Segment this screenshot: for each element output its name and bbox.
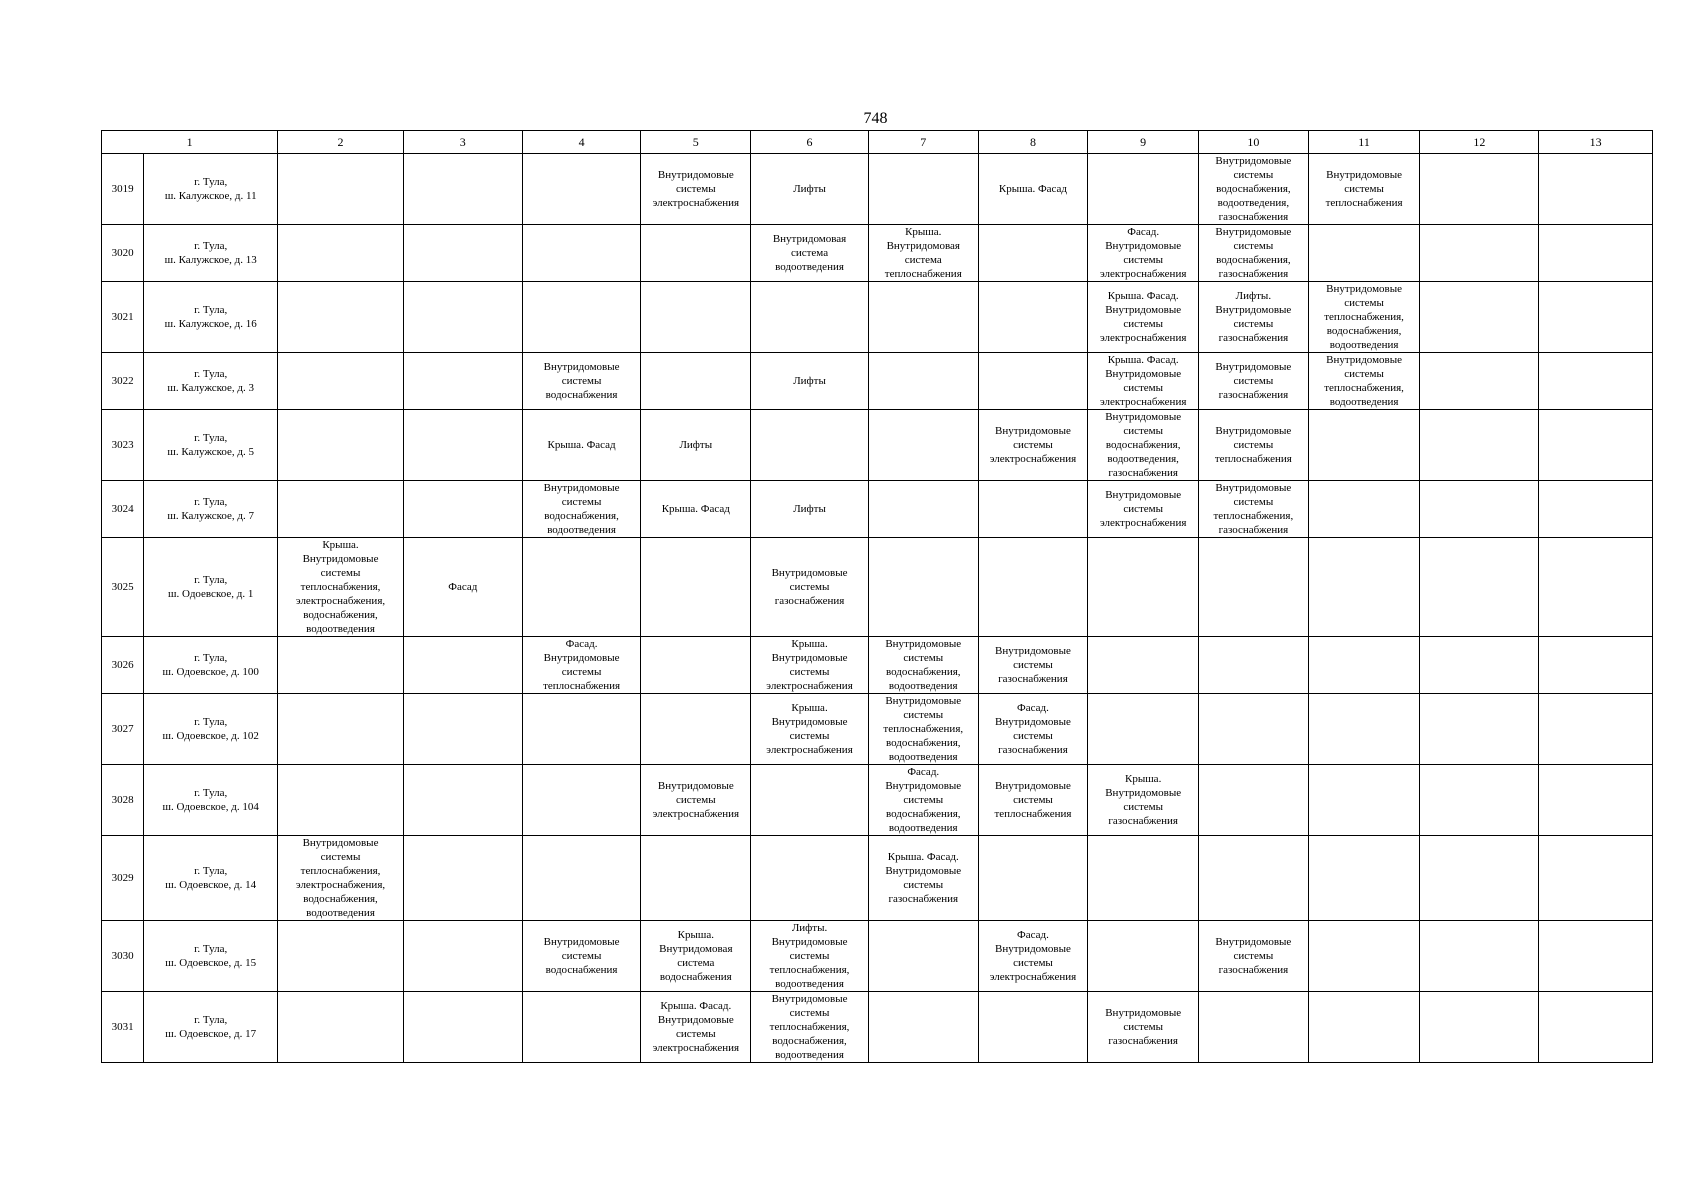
work-cell-col-12	[1420, 992, 1539, 1063]
work-cell-col-6	[751, 225, 869, 282]
work-text: Внутридомовые системы теплоснабжения, водоснабжения, водоотведения	[769, 993, 850, 1061]
work-cell-col-7	[868, 992, 978, 1063]
address-cell	[144, 410, 278, 481]
work-cell-col-4	[522, 765, 641, 836]
work-cell-col-6	[751, 637, 869, 694]
work-cell-col-5	[641, 921, 751, 992]
row-number: 3028	[102, 765, 144, 836]
column-header-11: 11	[1308, 131, 1420, 154]
table-row	[102, 538, 1653, 637]
column-header-1: 1	[102, 131, 278, 154]
address-text: г. Тула, ш. Одоевское, д. 102	[162, 716, 259, 742]
work-text: Внутридомовые системы теплоснабжения	[994, 780, 1072, 820]
work-cell-col-12	[1420, 282, 1539, 353]
work-cell-col-11	[1308, 992, 1420, 1063]
work-cell-col-5	[641, 765, 751, 836]
work-text: Внутридомовые системы водоснабжения	[543, 361, 620, 401]
work-cell-col-7	[868, 921, 978, 992]
work-cell-col-13	[1539, 225, 1653, 282]
column-header-10: 10	[1199, 131, 1309, 154]
table-row	[102, 353, 1653, 410]
work-text: Внутридомовые системы газоснабжения	[995, 645, 1071, 685]
work-text: Лифты	[679, 439, 713, 451]
work-cell-col-7	[868, 154, 978, 225]
address-cell	[144, 481, 278, 538]
work-cell-col-13	[1539, 282, 1653, 353]
work-cell-col-8	[978, 538, 1088, 637]
work-cell-col-8	[978, 921, 1088, 992]
work-cell-col-13	[1539, 836, 1653, 921]
work-cell-col-5	[641, 353, 751, 410]
work-text: Внутридомовые системы электроснабжения	[652, 780, 740, 820]
table-row	[102, 154, 1653, 225]
work-cell-col-6	[751, 921, 869, 992]
table-row	[102, 410, 1653, 481]
address-text: г. Тула, ш. Калужское, д. 11	[164, 176, 257, 202]
work-cell-col-10	[1199, 694, 1309, 765]
table-row	[102, 481, 1653, 538]
work-cell-col-8	[978, 410, 1088, 481]
row-number: 3025	[102, 538, 144, 637]
work-text: Лифты	[793, 503, 826, 515]
work-cell-col-8	[978, 353, 1088, 410]
work-text: Внутридомовые системы теплоснабжения, газоснабжения	[1213, 482, 1294, 536]
work-cell-col-9	[1088, 694, 1199, 765]
work-cell-col-4	[522, 353, 641, 410]
work-text: Крыша. Фасад. Внутридомовые системы электроснабжения	[1099, 290, 1187, 344]
work-cell-col-10	[1199, 637, 1309, 694]
work-cell-col-6	[751, 154, 869, 225]
work-cell-col-6	[751, 694, 869, 765]
work-cell-col-3	[403, 154, 522, 225]
row-number: 3020	[102, 225, 144, 282]
work-cell-col-11	[1308, 765, 1420, 836]
address-cell	[144, 992, 278, 1063]
address-text: г. Тула, ш. Одоевское, д. 14	[165, 865, 257, 891]
work-text: Крыша. Внутридомовые системы электроснабжения	[766, 702, 853, 756]
work-cell-col-11	[1308, 836, 1420, 921]
work-cell-col-9	[1088, 225, 1199, 282]
work-cell-col-7	[868, 765, 978, 836]
work-cell-col-9	[1088, 154, 1199, 225]
address-text: г. Тула, ш. Калужское, д. 5	[167, 432, 255, 458]
work-text: Внутридомовые системы водоснабжения, водоотведения, газоснабжения	[1215, 155, 1292, 223]
work-cell-col-2	[278, 694, 404, 765]
work-cell-col-6	[751, 282, 869, 353]
work-cell-col-9	[1088, 282, 1199, 353]
work-cell-col-10	[1199, 353, 1309, 410]
work-cell-col-3	[403, 481, 522, 538]
work-cell-col-10	[1199, 992, 1309, 1063]
work-cell-col-11	[1308, 694, 1420, 765]
work-cell-col-12	[1420, 353, 1539, 410]
work-text: Крыша. Внутридомовые системы теплоснабжения, электроснабжения, водоснабжения, водоотведения	[295, 539, 386, 635]
work-cell-col-4	[522, 637, 641, 694]
work-cell-col-7	[868, 637, 978, 694]
work-cell-col-12	[1420, 225, 1539, 282]
work-cell-col-11	[1308, 353, 1420, 410]
work-text: Внутридомовые системы электроснабжения	[652, 169, 740, 209]
work-cell-col-3	[403, 282, 522, 353]
repair-schedule-table	[101, 130, 1653, 1063]
row-number: 3027	[102, 694, 144, 765]
work-cell-col-9	[1088, 765, 1199, 836]
work-cell-col-8	[978, 225, 1088, 282]
work-text: Внутридомовые системы газоснабжения	[1105, 1007, 1182, 1047]
work-cell-col-11	[1308, 225, 1420, 282]
work-cell-col-10	[1199, 836, 1309, 921]
row-number: 3021	[102, 282, 144, 353]
work-cell-col-12	[1420, 481, 1539, 538]
work-cell-col-12	[1420, 765, 1539, 836]
address-cell	[144, 637, 278, 694]
work-cell-col-3	[403, 410, 522, 481]
column-header-5: 5	[641, 131, 751, 154]
work-text: Фасад. Внутридомовые системы теплоснабжения	[543, 638, 621, 692]
work-text: Лифты. Внутридомовые системы газоснабжения	[1215, 290, 1292, 344]
work-text: Внутридомовые системы газоснабжения	[771, 567, 848, 607]
address-text: г. Тула, ш. Одоевское, д. 104	[162, 787, 259, 813]
work-cell-col-4	[522, 154, 641, 225]
work-text: Внутридомовые системы водоснабжения, водоотведения	[543, 482, 620, 536]
table-row	[102, 282, 1653, 353]
row-number: 3022	[102, 353, 144, 410]
column-header-3: 3	[403, 131, 522, 154]
work-cell-col-10	[1199, 921, 1309, 992]
work-cell-col-6	[751, 481, 869, 538]
work-cell-col-8	[978, 992, 1088, 1063]
work-cell-col-3	[403, 637, 522, 694]
work-text: Крыша. Фасад	[661, 503, 730, 515]
work-cell-col-12	[1420, 637, 1539, 694]
work-cell-col-4	[522, 538, 641, 637]
column-header-8: 8	[978, 131, 1088, 154]
work-cell-col-2	[278, 921, 404, 992]
work-cell-col-5	[641, 538, 751, 637]
work-cell-col-7	[868, 481, 978, 538]
work-cell-col-13	[1539, 481, 1653, 538]
work-cell-col-7	[868, 694, 978, 765]
work-text: Внутридомовые системы теплоснабжения	[1325, 169, 1403, 209]
work-text: Лифты. Внутридомовые системы теплоснабжения, водоотведения	[769, 922, 850, 990]
work-cell-col-2	[278, 836, 404, 921]
work-text: Внутридомовые системы водоснабжения, водоотведения, газоснабжения	[1105, 411, 1182, 479]
column-header-2: 2	[278, 131, 404, 154]
work-cell-col-2	[278, 765, 404, 836]
work-cell-col-3	[403, 836, 522, 921]
work-text: Крыша. Фасад. Внутридомовые системы электроснабжения	[1099, 354, 1187, 408]
work-cell-col-5	[641, 992, 751, 1063]
row-number: 3029	[102, 836, 144, 921]
work-cell-col-4	[522, 992, 641, 1063]
work-cell-col-8	[978, 836, 1088, 921]
work-cell-col-4	[522, 836, 641, 921]
address-text: г. Тула, ш. Одоевское, д. 1	[168, 574, 254, 600]
work-text: Внутридомовые системы теплоснабжения, водоснабжения, водоотведения	[1324, 283, 1404, 351]
work-cell-col-6	[751, 410, 869, 481]
work-cell-col-13	[1539, 538, 1653, 637]
work-cell-col-7	[868, 538, 978, 637]
work-cell-col-3	[403, 694, 522, 765]
table-row	[102, 836, 1653, 921]
page-number: 748	[863, 110, 888, 127]
table-row	[102, 921, 1653, 992]
work-cell-col-4	[522, 481, 641, 538]
work-text: Крыша. Внутридомовые системы электроснабжения	[766, 638, 853, 692]
address-text: г. Тула, ш. Одоевское, д. 17	[165, 1014, 257, 1040]
work-cell-col-8	[978, 154, 1088, 225]
work-cell-col-4	[522, 410, 641, 481]
address-cell	[144, 282, 278, 353]
work-cell-col-11	[1308, 637, 1420, 694]
work-text: Крыша. Внутридомовые системы газоснабжения	[1105, 773, 1182, 827]
work-cell-col-2	[278, 282, 404, 353]
work-cell-col-12	[1420, 836, 1539, 921]
work-cell-col-3	[403, 225, 522, 282]
work-text: Внутридомовые системы теплоснабжения, электроснабжения, водоснабжения, водоотведения	[295, 837, 386, 919]
work-cell-col-12	[1420, 538, 1539, 637]
work-cell-col-11	[1308, 282, 1420, 353]
column-header-9: 9	[1088, 131, 1199, 154]
work-cell-col-13	[1539, 637, 1653, 694]
row-number: 3019	[102, 154, 144, 225]
work-cell-col-8	[978, 694, 1088, 765]
work-cell-col-2	[278, 353, 404, 410]
work-cell-col-13	[1539, 694, 1653, 765]
work-text: Крыша. Внутридомовая система теплоснабжения	[884, 226, 962, 280]
table-row	[102, 637, 1653, 694]
work-cell-col-3	[403, 353, 522, 410]
column-header-13: 13	[1539, 131, 1653, 154]
work-text: Внутридомовые системы водоснабжения, водоотведения	[885, 638, 962, 692]
work-cell-col-7	[868, 410, 978, 481]
work-text: Внутридомовые системы электроснабжения	[1099, 489, 1187, 529]
work-cell-col-11	[1308, 154, 1420, 225]
work-cell-col-4	[522, 694, 641, 765]
work-cell-col-7	[868, 353, 978, 410]
work-cell-col-12	[1420, 154, 1539, 225]
work-text: Внутридомовые системы газоснабжения	[1215, 936, 1292, 976]
work-cell-col-2	[278, 481, 404, 538]
work-cell-col-2	[278, 992, 404, 1063]
work-cell-col-5	[641, 282, 751, 353]
work-cell-col-12	[1420, 694, 1539, 765]
address-text: г. Тула, ш. Одоевское, д. 15	[165, 943, 257, 969]
work-cell-col-5	[641, 694, 751, 765]
work-text: Внутридомовые системы электроснабжения	[989, 425, 1077, 465]
work-cell-col-8	[978, 481, 1088, 538]
work-cell-col-8	[978, 282, 1088, 353]
work-cell-col-11	[1308, 538, 1420, 637]
work-cell-col-13	[1539, 765, 1653, 836]
work-cell-col-6	[751, 353, 869, 410]
work-cell-col-9	[1088, 481, 1199, 538]
work-cell-col-3	[403, 921, 522, 992]
work-cell-col-2	[278, 538, 404, 637]
work-cell-col-10	[1199, 154, 1309, 225]
address-text: г. Тула, ш. Калужское, д. 13	[164, 240, 257, 266]
work-text: Крыша. Фасад. Внутридомовые системы электроснабжения	[652, 1000, 740, 1054]
work-cell-col-11	[1308, 481, 1420, 538]
column-header-6: 6	[751, 131, 869, 154]
address-text: г. Тула, ш. Одоевское, д. 100	[162, 652, 259, 678]
work-cell-col-12	[1420, 410, 1539, 481]
work-cell-col-8	[978, 765, 1088, 836]
work-cell-col-2	[278, 225, 404, 282]
work-cell-col-9	[1088, 992, 1199, 1063]
work-cell-col-2	[278, 637, 404, 694]
work-cell-col-10	[1199, 538, 1309, 637]
work-cell-col-13	[1539, 921, 1653, 992]
work-cell-col-7	[868, 836, 978, 921]
work-cell-col-13	[1539, 410, 1653, 481]
work-cell-col-6	[751, 836, 869, 921]
work-cell-col-2	[278, 410, 404, 481]
work-cell-col-3	[403, 538, 522, 637]
work-text: Внутридомовые системы теплоснабжения, водоснабжения, водоотведения	[883, 695, 964, 763]
work-text: Внутридомовые системы газоснабжения	[1215, 361, 1292, 401]
row-number: 3023	[102, 410, 144, 481]
table-row	[102, 765, 1653, 836]
row-number: 3024	[102, 481, 144, 538]
work-cell-col-11	[1308, 410, 1420, 481]
work-cell-col-10	[1199, 481, 1309, 538]
work-text: Фасад	[448, 581, 478, 593]
work-cell-col-10	[1199, 225, 1309, 282]
work-cell-col-6	[751, 765, 869, 836]
work-cell-col-5	[641, 225, 751, 282]
address-cell	[144, 154, 278, 225]
work-text: Крыша. Внутридомовая система водоснабжения	[659, 929, 733, 983]
work-cell-col-3	[403, 992, 522, 1063]
address-text: г. Тула, ш. Калужское, д. 7	[167, 496, 255, 522]
address-cell	[144, 353, 278, 410]
work-cell-col-4	[522, 921, 641, 992]
work-cell-col-6	[751, 538, 869, 637]
work-cell-col-13	[1539, 992, 1653, 1063]
work-cell-col-9	[1088, 921, 1199, 992]
work-text: Внутридомовые системы водоснабжения	[543, 936, 620, 976]
row-number: 3031	[102, 992, 144, 1063]
work-text: Крыша. Фасад	[547, 439, 616, 451]
column-header-row	[102, 131, 1653, 154]
work-text: Внутридомовая система водоотведения	[772, 233, 847, 273]
column-header-7: 7	[868, 131, 978, 154]
work-cell-col-6	[751, 992, 869, 1063]
work-text: Фасад. Внутридомовые системы электроснабжения	[989, 929, 1077, 983]
work-cell-col-5	[641, 481, 751, 538]
work-text: Внутридомовые системы водоснабжения, газоснабжения	[1215, 226, 1292, 280]
work-text: Крыша. Фасад	[998, 183, 1068, 195]
address-cell	[144, 765, 278, 836]
work-cell-col-3	[403, 765, 522, 836]
work-cell-col-9	[1088, 353, 1199, 410]
work-text: Фасад. Внутридомовые системы водоснабжения, водоотведения	[885, 766, 962, 834]
work-text: Лифты	[793, 183, 826, 195]
work-cell-col-7	[868, 225, 978, 282]
work-cell-col-9	[1088, 836, 1199, 921]
column-header-4: 4	[522, 131, 641, 154]
work-cell-col-9	[1088, 637, 1199, 694]
address-cell	[144, 538, 278, 637]
work-text: Внутридомовые системы теплоснабжения	[1214, 425, 1292, 465]
work-cell-col-9	[1088, 538, 1199, 637]
address-text: г. Тула, ш. Калужское, д. 3	[167, 368, 255, 394]
work-cell-col-13	[1539, 154, 1653, 225]
work-cell-col-8	[978, 637, 1088, 694]
work-cell-col-10	[1199, 282, 1309, 353]
address-cell	[144, 921, 278, 992]
table-row	[102, 225, 1653, 282]
row-number: 3030	[102, 921, 144, 992]
work-cell-col-9	[1088, 410, 1199, 481]
work-cell-col-7	[868, 282, 978, 353]
work-cell-col-5	[641, 154, 751, 225]
work-cell-col-10	[1199, 410, 1309, 481]
work-cell-col-5	[641, 410, 751, 481]
work-text: Внутридомовые системы теплоснабжения, водоотведения	[1324, 354, 1404, 408]
row-number: 3026	[102, 637, 144, 694]
work-cell-col-11	[1308, 921, 1420, 992]
address-cell	[144, 225, 278, 282]
work-text: Фасад. Внутридомовые системы электроснабжения	[1099, 226, 1187, 280]
work-cell-col-12	[1420, 921, 1539, 992]
work-text: Фасад. Внутридомовые системы газоснабжения	[995, 702, 1071, 756]
work-cell-col-4	[522, 282, 641, 353]
table-row	[102, 694, 1653, 765]
table-body	[102, 131, 1653, 1063]
work-cell-col-4	[522, 225, 641, 282]
work-cell-col-2	[278, 154, 404, 225]
work-text: Лифты	[793, 375, 826, 387]
work-cell-col-5	[641, 836, 751, 921]
column-header-12: 12	[1420, 131, 1539, 154]
work-cell-col-13	[1539, 353, 1653, 410]
address-cell	[144, 694, 278, 765]
table-row	[102, 992, 1653, 1063]
address-cell	[144, 836, 278, 921]
work-text: Крыша. Фасад. Внутридомовые системы газоснабжения	[885, 851, 962, 905]
work-cell-col-5	[641, 637, 751, 694]
address-text: г. Тула, ш. Калужское, д. 16	[164, 304, 257, 330]
work-cell-col-10	[1199, 765, 1309, 836]
